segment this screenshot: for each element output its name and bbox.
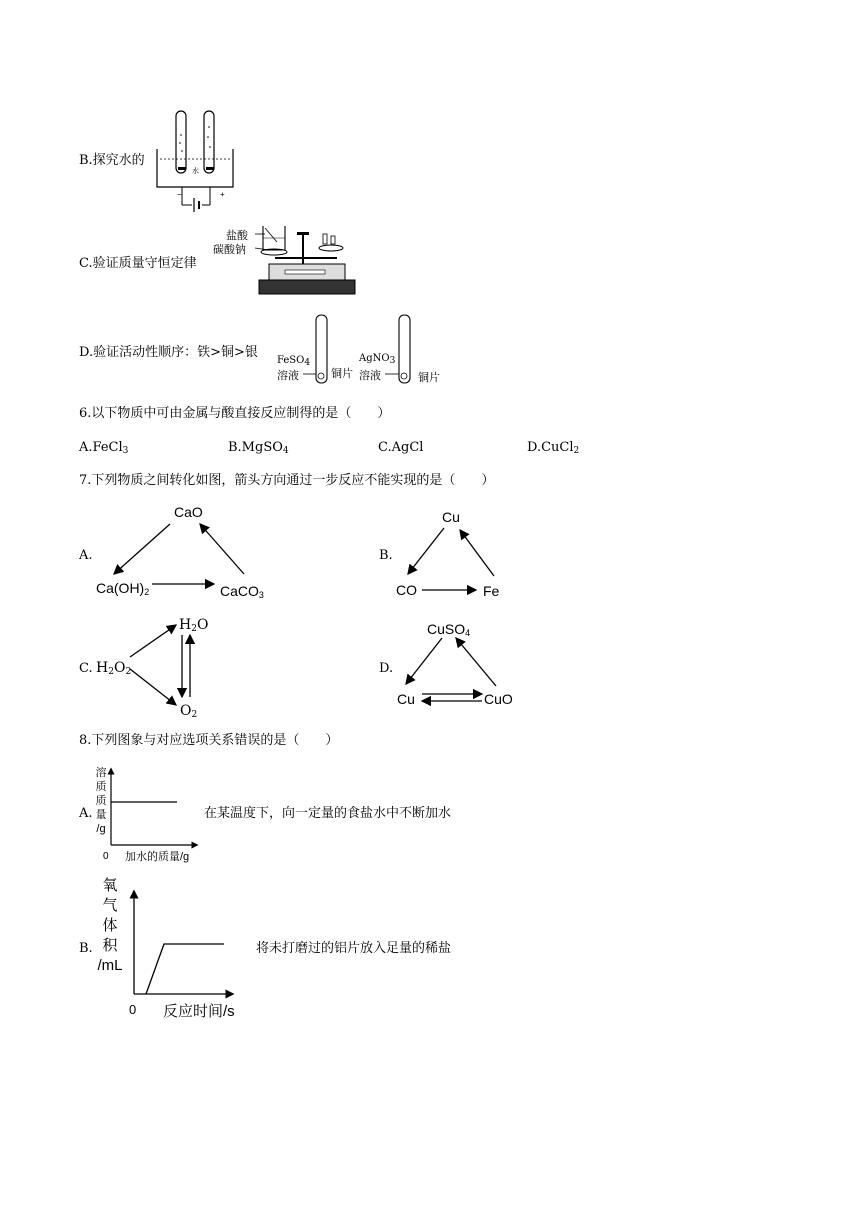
q8-b-xlabel: 反应时间/s: [163, 1003, 235, 1020]
q7-c-top: H2O: [179, 617, 209, 634]
q5-d-tube1-solution: FeSO4: [277, 355, 311, 368]
q6-option-b: B.MgSO4: [228, 440, 289, 456]
q6-option-a: A.FeCl3: [79, 440, 129, 456]
q7-a-arrows: [90, 500, 250, 600]
q7-c-bottom: O2: [180, 703, 198, 720]
q7-c-label: C.: [79, 661, 93, 676]
q8-b-label: B.: [79, 941, 93, 956]
q8-b-series-line: [146, 944, 224, 994]
q7-d-arrows: [390, 620, 520, 710]
q8-a-description: 在某温度下，向一定量的食盐水中不断加水: [204, 806, 452, 821]
q8-a-ylabel: 溶 质 质 量 /g: [95, 767, 107, 835]
q5-d-tube1-metal: 铜片: [331, 367, 353, 380]
q8-b-graph: [126, 888, 241, 1000]
q8-a-xlabel: 加水的质量/g: [125, 851, 190, 863]
q5-option-c-label-na2co3: 碳酸钠: [213, 243, 246, 256]
electrolysis-apparatus-figure: [150, 107, 240, 217]
q5-option-c-label-hcl: 盐酸: [226, 229, 248, 242]
q7-b-label: B.: [379, 548, 393, 563]
q8-b-ylabel: 氧 气 体 积 /mL: [97, 877, 123, 974]
q7-b-right: Fe: [483, 583, 500, 599]
q8-b-description: 将未打磨过的铝片放入足量的稀盐: [256, 941, 452, 956]
q7-d-top: CuSO4: [427, 621, 471, 638]
q7-c-left: H2O2: [96, 660, 132, 677]
q6-stem: 6.以下物质中可由金属与酸直接反应制得的是（ ）: [79, 406, 391, 421]
svg-text:水: 水: [192, 168, 199, 175]
q5-d-tube2-solution: AgNO3: [359, 353, 396, 366]
q7-b-left: CO: [396, 582, 417, 598]
q5-option-b-text: B.探究水的: [79, 153, 145, 168]
q8-a-origin: 0: [103, 851, 109, 862]
q7-a-label: A.: [79, 548, 93, 563]
q8-stem: 8.下列图象与对应选项关系错误的是（ ）: [79, 733, 339, 748]
q7-a-left: Ca(OH)2: [96, 580, 150, 597]
q7-d-right: CuO: [484, 691, 513, 707]
q5-d-tube1-solution-word: 溶液: [277, 369, 299, 382]
q6-option-d: D.CuCl2: [527, 440, 580, 456]
q6-option-c: C.AgCl: [378, 440, 424, 455]
svg-text:−: −: [177, 190, 182, 199]
balance-apparatus-figure: [255, 220, 365, 305]
q5-d-tube2-metal: 铜片: [418, 371, 440, 384]
q5-d-tube2-solution-word: 溶液: [359, 369, 381, 382]
q8-a-label: A.: [79, 806, 93, 821]
q7-b-top: Cu: [442, 509, 460, 525]
q5-option-d-text: D.验证活动性顺序：铁>铜>银: [79, 345, 258, 360]
q7-d-label: D.: [379, 661, 394, 676]
q8-a-graph: [105, 765, 205, 850]
q7-c-arrows: [120, 615, 210, 715]
q8-b-origin: 0: [129, 1002, 137, 1017]
q5-option-c-text: C.验证质量守恒定律: [79, 256, 197, 271]
q7-d-left: Cu: [397, 691, 415, 707]
svg-text:+: +: [220, 190, 225, 199]
q7-stem: 7.下列物质之间转化如图，箭头方向通过一步反应不能实现的是（ ）: [79, 473, 495, 488]
q7-b-arrows: [390, 500, 510, 600]
q7-a-top: CaO: [174, 504, 203, 520]
q7-a-right: CaCO3: [220, 583, 264, 600]
